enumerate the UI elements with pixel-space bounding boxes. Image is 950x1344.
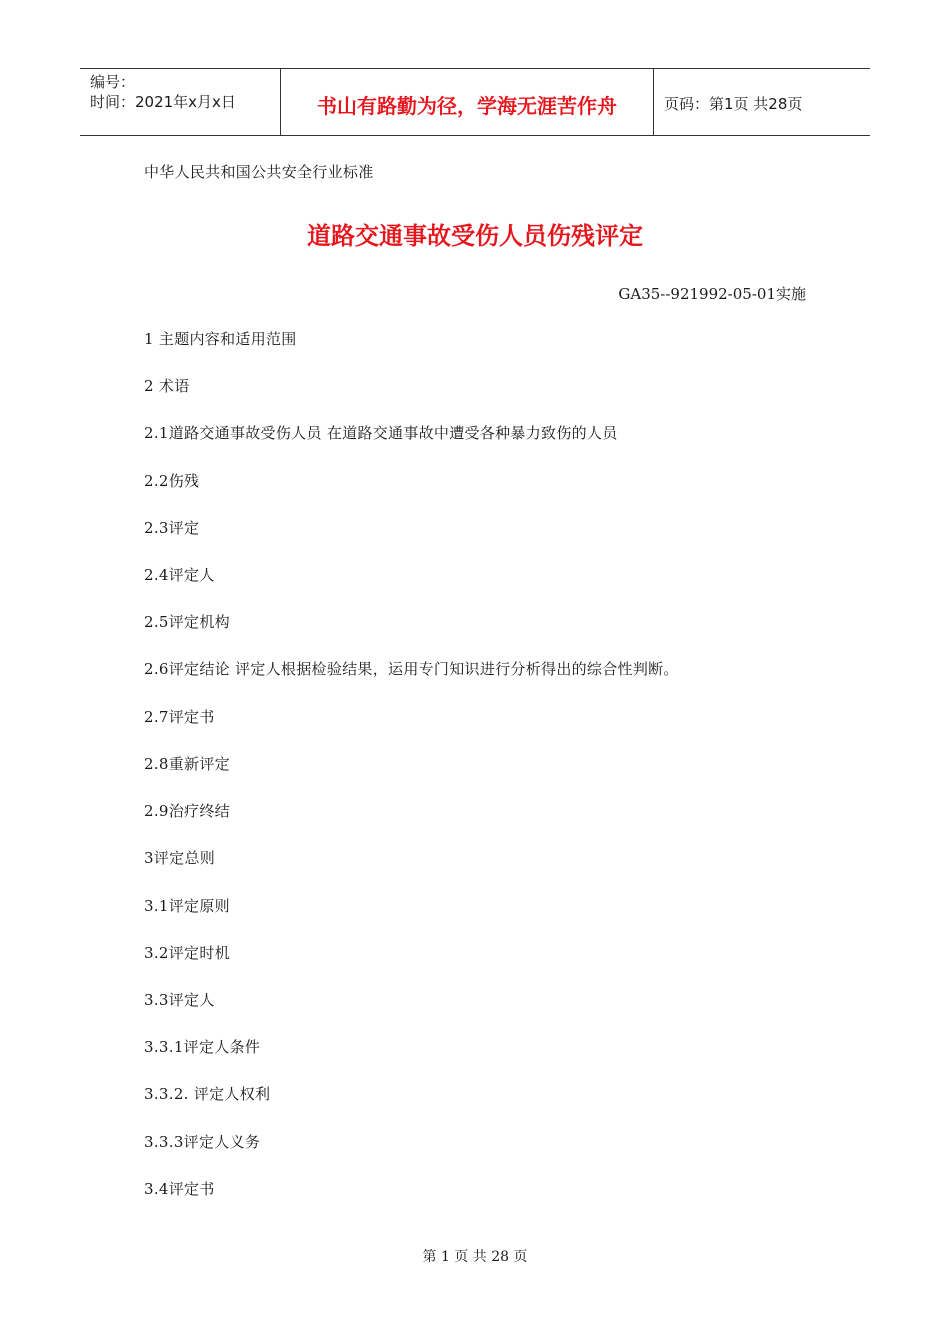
- section-line: 3.1评定原则: [144, 897, 230, 915]
- section-line: 1 主题内容和适用范围: [144, 330, 297, 348]
- section-line: 3.3.1评定人条件: [144, 1038, 261, 1056]
- section-line: 2 术语: [144, 377, 190, 395]
- section-line: 2.9治疗终结: [144, 802, 230, 820]
- section-line: 2.4评定人: [144, 566, 215, 584]
- header-slogan-cell: [281, 69, 654, 135]
- section-line: 3.2评定时机: [144, 944, 230, 962]
- number-label: 编号：: [90, 73, 136, 91]
- section-line: 3.4评定书: [144, 1180, 215, 1198]
- section-line: 2.2伤残: [144, 472, 200, 490]
- issuer-line: 中华人民共和国公共安全行业标准: [144, 163, 374, 181]
- page-header: [80, 68, 870, 136]
- time-label: 时间：2021年x月x日: [90, 93, 236, 111]
- document-code: GA35--921992-05-01实施: [618, 285, 806, 303]
- section-line: 2.1道路交通事故受伤人员 在道路交通事故中遭受各种暴力致伤的人员: [144, 424, 618, 442]
- header-meta-cell: [80, 69, 281, 135]
- section-line: 3评定总则: [144, 849, 216, 867]
- section-line: 3.3评定人: [144, 991, 215, 1009]
- section-line: 2.7评定书: [144, 708, 215, 726]
- section-line: 2.8重新评定: [144, 755, 230, 773]
- section-line: 2.6评定结论 评定人根据检验结果，运用专门知识进行分析得出的综合性判断。: [144, 660, 679, 678]
- document-title: 道路交通事故受伤人员伤残评定: [307, 222, 643, 250]
- section-line: 3.3.2. 评定人权利: [144, 1085, 271, 1103]
- header-slogan: 书山有路勤为径，学海无涯苦作舟: [317, 93, 617, 118]
- section-line: 2.3评定: [144, 519, 200, 537]
- header-page-info: 页码：第1页 共28页: [664, 94, 803, 113]
- section-line: 2.5评定机构: [144, 613, 230, 631]
- page-footer: 第 1 页 共 28 页: [422, 1249, 528, 1265]
- header-page-cell: [654, 69, 870, 135]
- section-line: 3.3.3评定人义务: [144, 1133, 261, 1151]
